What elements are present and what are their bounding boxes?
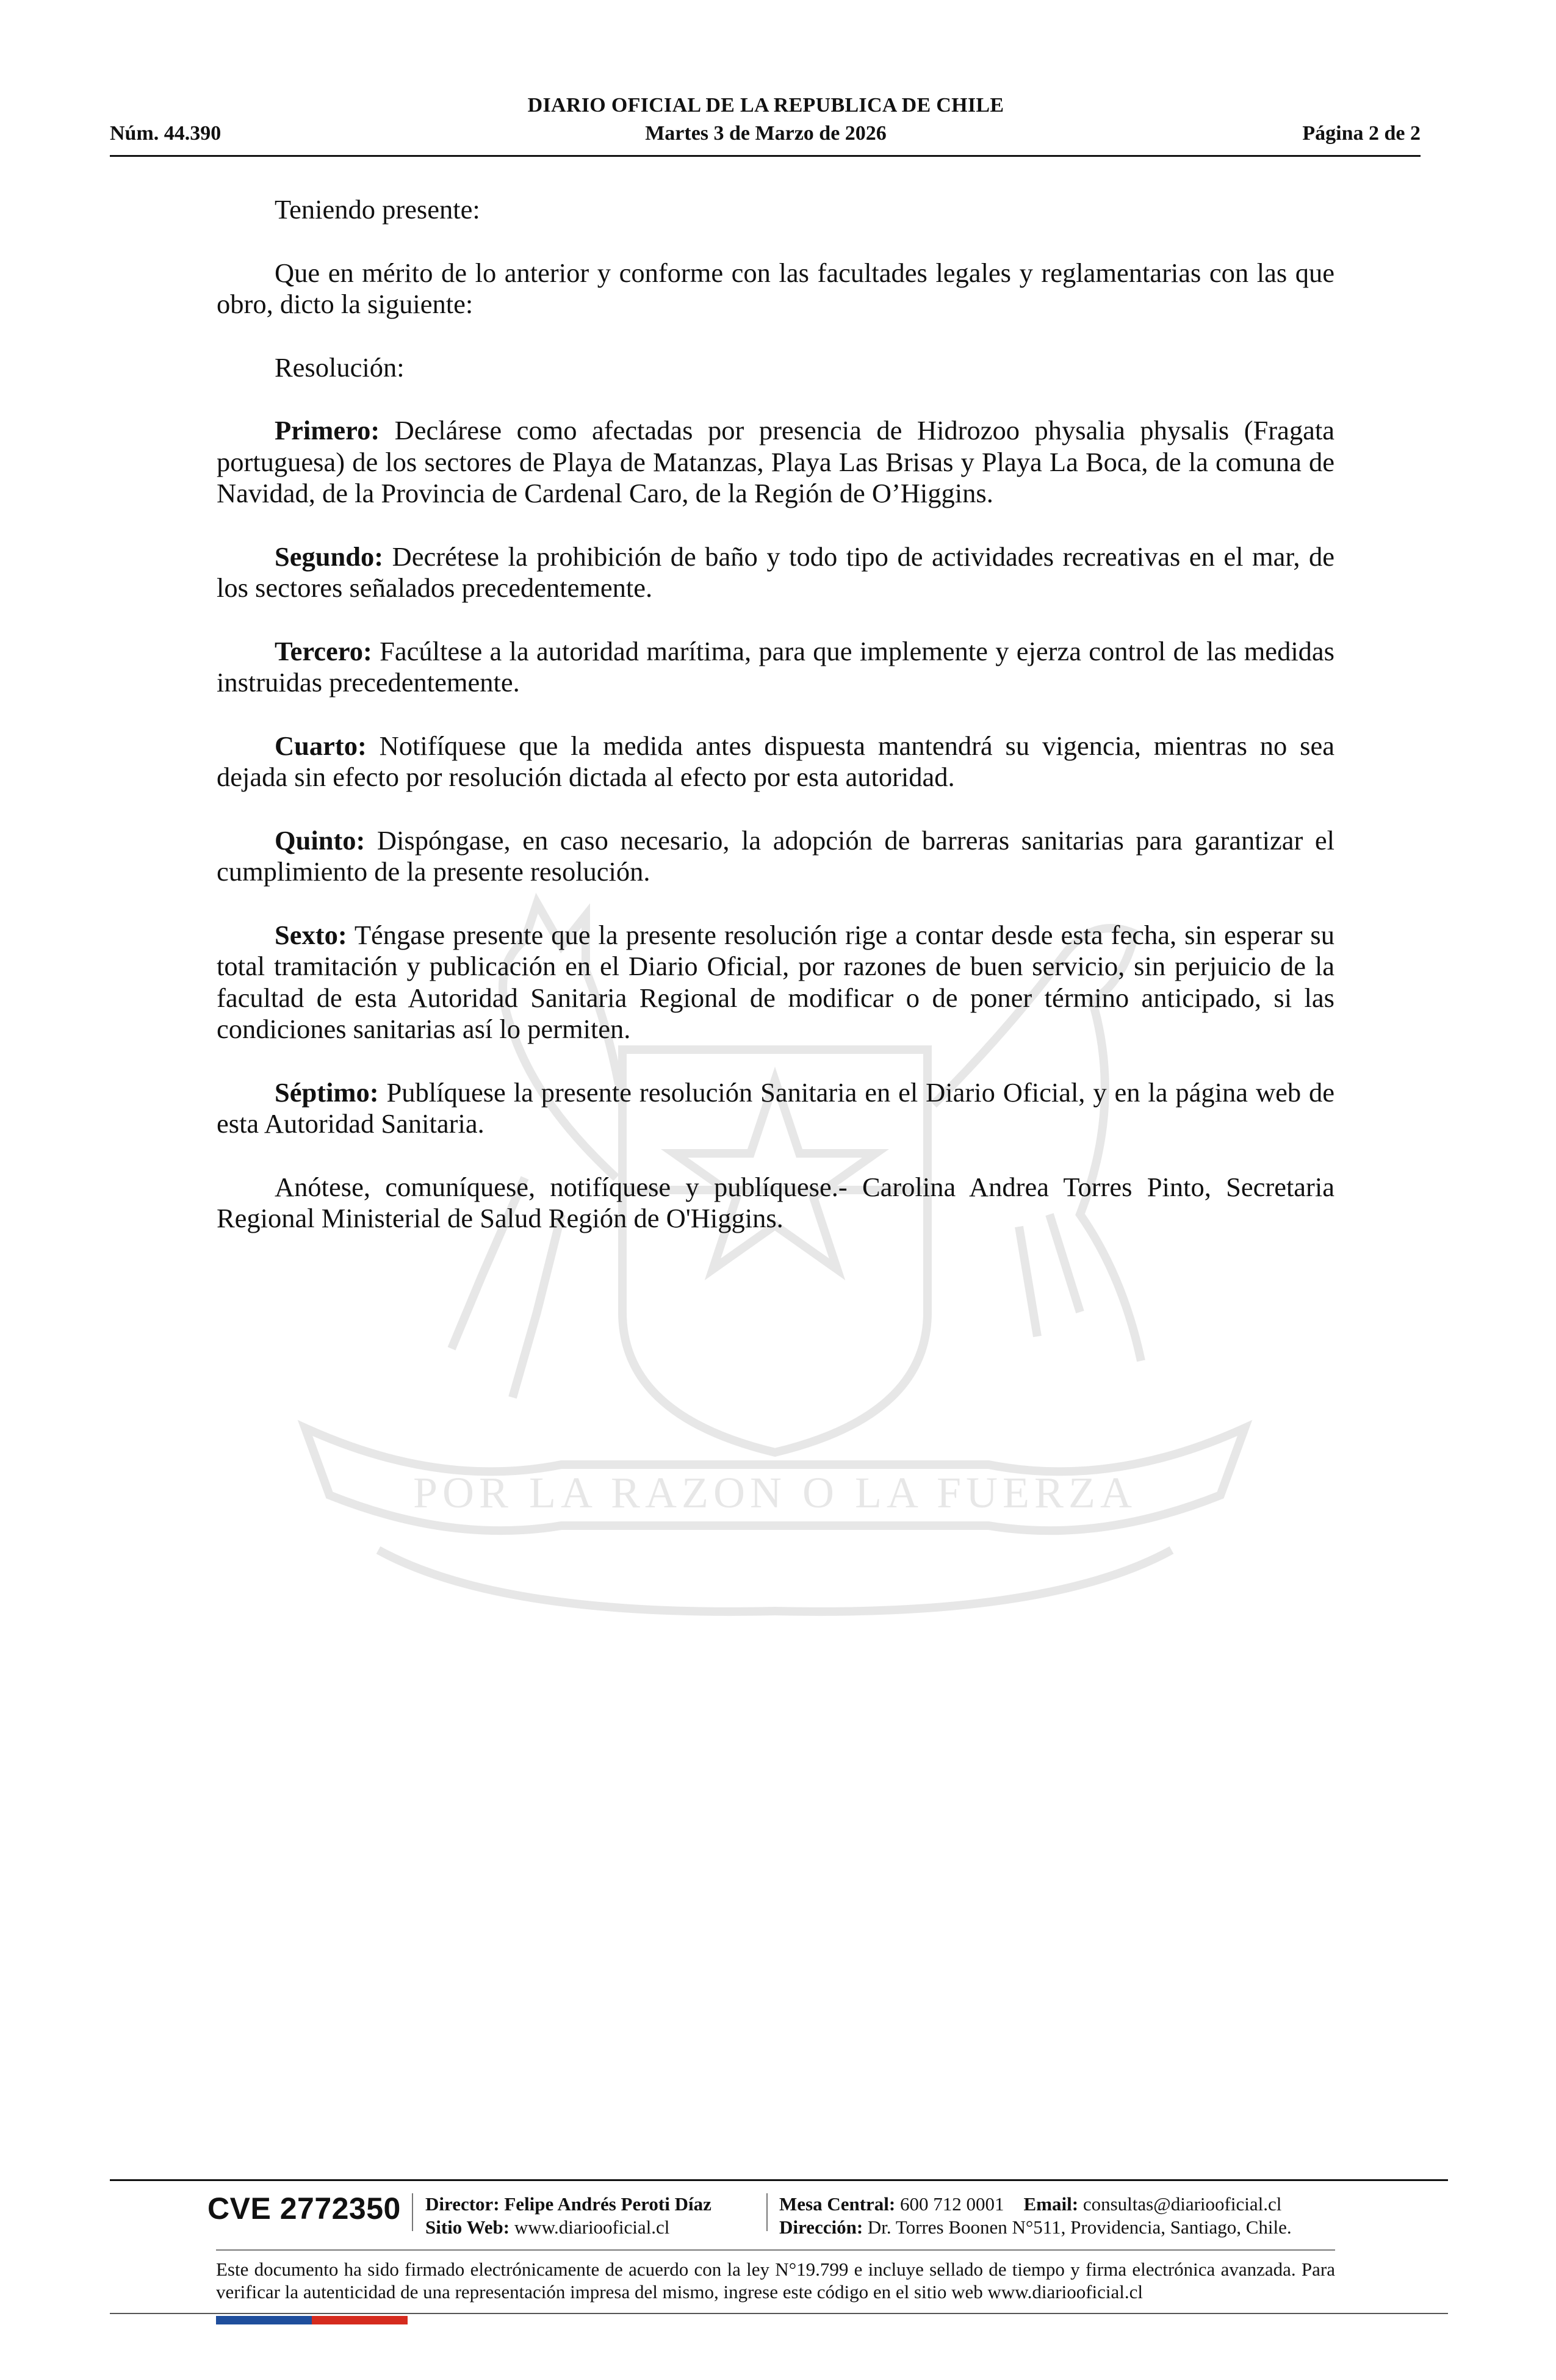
article-text: Téngase presente que la presente resolución rige a contar desde esta fecha, sin esperar su total tramitación y publicación en el Diario Oficial, por razones de buen servicio, sin perjuicio de la facultad de esta Autoridad Sanitaria Regional de modificar o de poner término anticipado, si las condiciones sanitarias así lo permiten. xyxy=(217,919,1334,1044)
director-label: Director: xyxy=(425,2193,500,2215)
closing-signature: Anótese, comuníquese, notifíquese y publíquese.- Carolina Andrea Torres Pinto, Secretaria Regional Ministerial de Salud Región de O'Higgins. xyxy=(217,1171,1334,1233)
footer-divider-bottom xyxy=(110,2313,1448,2314)
article-septimo xyxy=(217,1077,1334,1140)
article-text: Decrétese la prohibición de baño y todo tipo de actividades recreativas en el mar, de los sectores señalados precedentemente. xyxy=(217,541,1334,603)
address-value: Dr. Torres Boonen N°511, Providencia, Santiago, Chile. xyxy=(867,2216,1292,2238)
article-label: Séptimo: xyxy=(275,1076,379,1108)
cve-code: CVE 2772350 xyxy=(207,2191,401,2226)
article-quinto xyxy=(217,825,1334,888)
website-line xyxy=(425,2216,711,2239)
website-label: Sitio Web: xyxy=(425,2216,510,2238)
footer-divider-top xyxy=(110,2179,1448,2181)
paragraph-resolucion: Resolución: xyxy=(275,352,405,383)
flag-red-segment xyxy=(312,2316,408,2324)
issue-date: Martes 3 de Marzo de 2026 xyxy=(645,122,887,145)
article-primero xyxy=(217,415,1334,510)
footer-separator xyxy=(766,2193,768,2231)
article-label: Quinto: xyxy=(275,824,366,856)
electronic-signature-note: Este documento ha sido firmado electrónicamente de acuerdo con la ley N°19.799 e incluye sellado de tiempo y firma electrónica avanzada. Para verificar la autenticidad de una representación impresa del mismo, ingrese este código en el sitio web www.diariooficial.cl xyxy=(216,2259,1335,2302)
paragraph-merito: Que en mérito de lo anterior y conforme con las facultades legales y reglamentarias con las que obro, dicto la siguiente: xyxy=(217,257,1334,319)
footer-divider-mid xyxy=(216,2249,1335,2251)
email-link[interactable]: consultas@diariooficial.cl xyxy=(1082,2193,1282,2215)
article-label: Primero: xyxy=(275,415,380,445)
motto-text: POR LA RAZON O LA FUERZA xyxy=(412,1468,1137,1517)
article-text: Notifíquese que la medida antes dispuesta mantendrá su vigencia, mientras no sea dejada sin efecto por resolución dictada al efecto por esta autoridad. xyxy=(217,730,1334,792)
article-label: Cuarto: xyxy=(275,730,367,761)
article-text: Facúltese a la autoridad marítima, para que implemente y ejerza control de las medidas instruidas precedentemente. xyxy=(217,635,1334,698)
article-label: Tercero: xyxy=(275,635,372,666)
header-divider xyxy=(110,155,1421,157)
footer-contact-block xyxy=(779,2193,1292,2239)
footer-director-block xyxy=(425,2193,711,2239)
article-cuarto xyxy=(217,730,1334,793)
article-label: Sexto: xyxy=(275,919,347,950)
article-text: Declárese como afectadas por presencia de Hidrozoo physalia physalis (Fragata portuguesa) de los sectores de Playa de Matanzas, Playa Las Brisas y Playa La Boca, de la comuna de Navidad, de la Provincia de Cardenal Caro, de la Región de O’Higgins. xyxy=(217,415,1334,508)
director-value: Felipe Andrés Peroti Díaz xyxy=(504,2193,711,2215)
flag-blue-segment xyxy=(216,2316,312,2324)
article-text: Publíquese la presente resolución Sanitaria en el Diario Oficial, y en la página web de esta Autoridad Sanitaria. xyxy=(217,1076,1335,1139)
article-text: Dispóngase, en caso necesario, la adopción de barreras sanitarias para garantizar el cumplimiento de la presente resolución. xyxy=(217,824,1335,887)
address-label: Dirección: xyxy=(779,2216,863,2238)
article-label: Segundo: xyxy=(275,541,384,572)
issue-number: Núm. 44.390 xyxy=(110,122,222,145)
phone-label: Mesa Central: xyxy=(779,2193,896,2215)
director-line xyxy=(425,2193,711,2216)
article-segundo xyxy=(217,541,1334,604)
article-tercero xyxy=(217,636,1334,699)
resolution-body xyxy=(217,194,1334,1266)
article-sexto xyxy=(217,920,1334,1045)
chile-flag-stripe xyxy=(216,2316,408,2324)
email-label: Email: xyxy=(1023,2193,1079,2215)
paragraph-teniendo: Teniendo presente: xyxy=(275,194,480,225)
newspaper-title: DIARIO OFICIAL DE LA REPUBLICA DE CHILE xyxy=(527,94,1004,117)
address-line xyxy=(779,2216,1292,2239)
phone-value: 600 712 0001 xyxy=(900,2193,1004,2215)
page-indicator: Página 2 de 2 xyxy=(1302,122,1421,145)
website-link[interactable]: www.diariooficial.cl xyxy=(514,2216,670,2238)
footer-separator xyxy=(412,2193,413,2231)
phone-email-line xyxy=(779,2193,1292,2216)
